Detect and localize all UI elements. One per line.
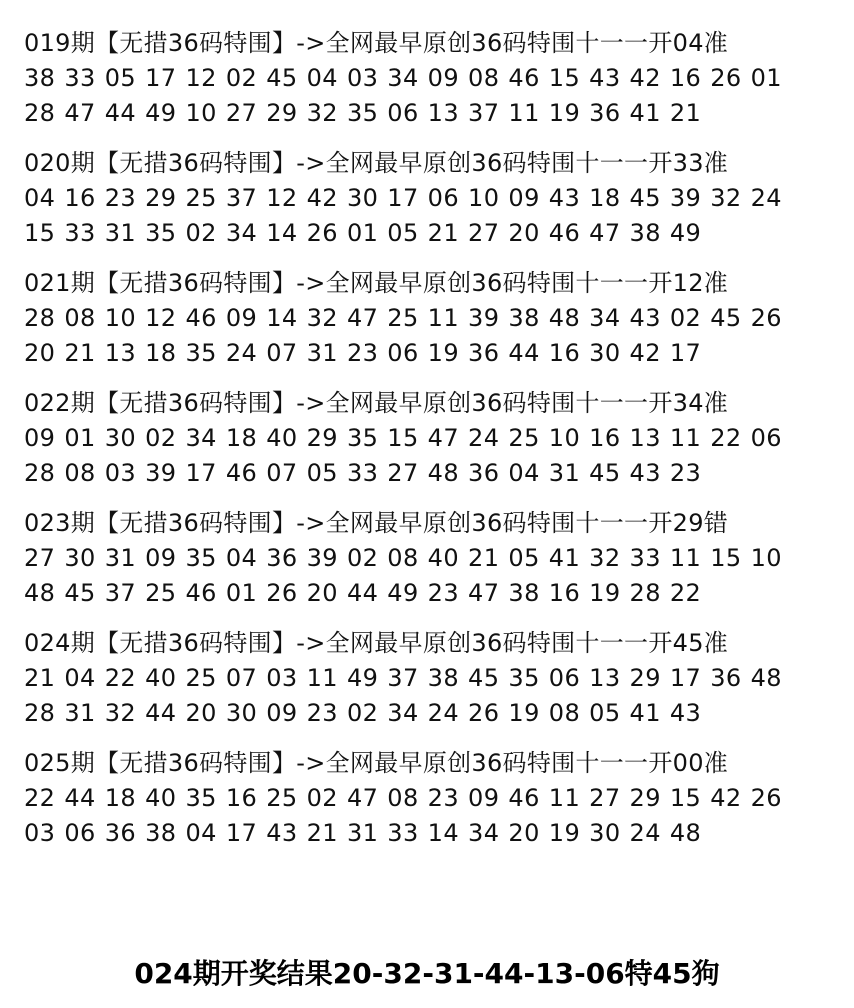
record-header: 021期【无措36码特围】->全网最早原创36码特围十一一开12准 bbox=[24, 269, 729, 297]
numbers-line: 28 08 10 12 46 09 14 32 47 25 11 39 38 48 34 43 02 45 26 bbox=[24, 304, 782, 332]
record-header: 023期【无措36码特围】->全网最早原创36码特围十一一开29错 bbox=[24, 509, 729, 537]
record-019 bbox=[24, 26, 830, 146]
numbers-line: 28 47 44 49 10 27 29 32 35 06 13 37 11 19 36 41 21 bbox=[24, 99, 702, 127]
numbers-line: 03 06 36 38 04 17 43 21 31 33 14 34 20 19 30 24 48 bbox=[24, 819, 702, 847]
numbers-line: 22 44 18 40 35 16 25 02 47 08 23 09 46 11 27 29 15 42 26 bbox=[24, 784, 782, 812]
numbers-line: 28 31 32 44 20 30 09 23 02 34 24 26 19 08 05 41 43 bbox=[24, 699, 702, 727]
record-024 bbox=[24, 626, 830, 746]
record-header: 019期【无措36码特围】->全网最早原创36码特围十一一开04准 bbox=[24, 29, 729, 57]
numbers-line: 04 16 23 29 25 37 12 42 30 17 06 10 09 43 18 45 39 32 24 bbox=[24, 184, 782, 212]
record-header: 020期【无措36码特围】->全网最早原创36码特围十一一开33准 bbox=[24, 149, 729, 177]
numbers-line: 48 45 37 25 46 01 26 20 44 49 23 47 38 16 19 28 22 bbox=[24, 579, 702, 607]
numbers-line: 28 08 03 39 17 46 07 05 33 27 48 36 04 31 45 43 23 bbox=[24, 459, 702, 487]
records-list bbox=[24, 26, 830, 866]
record-025 bbox=[24, 746, 830, 866]
numbers-line: 15 33 31 35 02 34 14 26 01 05 21 27 20 46 47 38 49 bbox=[24, 219, 702, 247]
record-header: 024期【无措36码特围】->全网最早原创36码特围十一一开45准 bbox=[24, 629, 729, 657]
record-header: 025期【无措36码特围】->全网最早原创36码特围十一一开00准 bbox=[24, 749, 729, 777]
numbers-line: 38 33 05 17 12 02 45 04 03 34 09 08 46 15 43 42 16 26 01 bbox=[24, 64, 782, 92]
record-header: 022期【无措36码特围】->全网最早原创36码特围十一一开34准 bbox=[24, 389, 729, 417]
numbers-line: 21 04 22 40 25 07 03 11 49 37 38 45 35 06 13 29 17 36 48 bbox=[24, 664, 782, 692]
numbers-line: 09 01 30 02 34 18 40 29 35 15 47 24 25 10 16 13 11 22 06 bbox=[24, 424, 782, 452]
numbers-line: 20 21 13 18 35 24 07 31 23 06 19 36 44 16 30 42 17 bbox=[24, 339, 702, 367]
record-021 bbox=[24, 266, 830, 386]
draw-result-footer: 024期开奖结果20-32-31-44-13-06特45狗 bbox=[134, 957, 720, 990]
record-023 bbox=[24, 506, 830, 626]
record-022 bbox=[24, 386, 830, 506]
numbers-line: 27 30 31 09 35 04 36 39 02 08 40 21 05 41 32 33 11 15 10 bbox=[24, 544, 782, 572]
record-020 bbox=[24, 146, 830, 266]
